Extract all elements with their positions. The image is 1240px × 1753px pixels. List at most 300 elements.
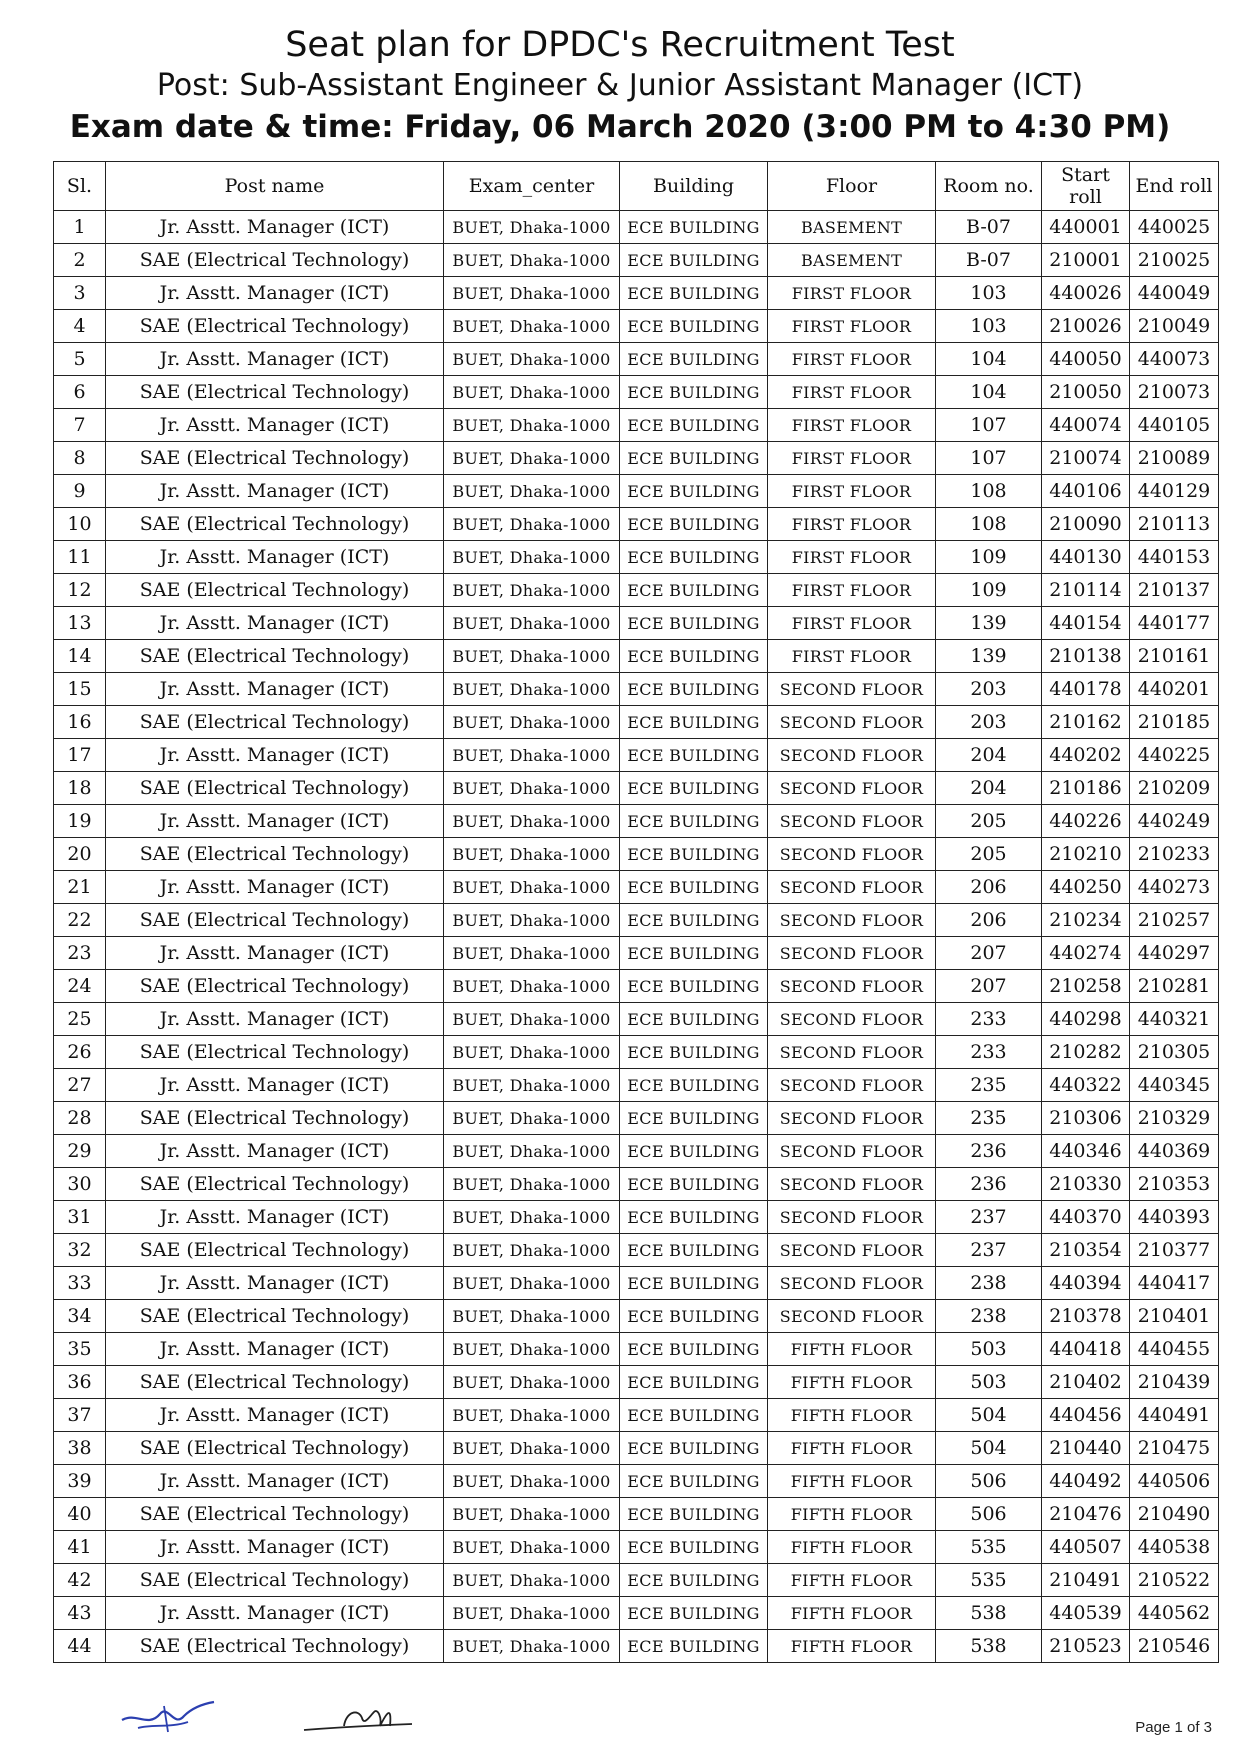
- room-no-cell: 103: [936, 310, 1042, 343]
- building-cell: ECE BUILDING: [620, 475, 768, 508]
- table-row: [54, 937, 1219, 970]
- room-no-cell: 109: [936, 574, 1042, 607]
- exam-center-cell: BUET, Dhaka-1000: [444, 739, 620, 772]
- room-no-cell: 204: [936, 739, 1042, 772]
- floor-cell: FIFTH FLOOR: [768, 1597, 936, 1630]
- exam-center-cell: BUET, Dhaka-1000: [444, 277, 620, 310]
- post-name-cell: SAE (Electrical Technology): [106, 1300, 444, 1333]
- end-roll-cell: 210049: [1130, 310, 1219, 343]
- floor-cell: FIFTH FLOOR: [768, 1498, 936, 1531]
- floor-cell: SECOND FLOOR: [768, 904, 936, 937]
- exam-center-cell: BUET, Dhaka-1000: [444, 1234, 620, 1267]
- room-no-cell: 205: [936, 805, 1042, 838]
- post-name-cell: SAE (Electrical Technology): [106, 376, 444, 409]
- exam-center-cell: BUET, Dhaka-1000: [444, 343, 620, 376]
- start-roll-cell: 440394: [1042, 1267, 1130, 1300]
- start-roll-cell: 440507: [1042, 1531, 1130, 1564]
- room-no-cell: 235: [936, 1102, 1042, 1135]
- floor-cell: FIRST FLOOR: [768, 640, 936, 673]
- table-row: [54, 1333, 1219, 1366]
- end-roll-cell: 210073: [1130, 376, 1219, 409]
- end-roll-cell: 440369: [1130, 1135, 1219, 1168]
- building-cell: ECE BUILDING: [620, 838, 768, 871]
- end-roll-cell: 440249: [1130, 805, 1219, 838]
- end-roll-cell: 440417: [1130, 1267, 1219, 1300]
- post-name-cell: SAE (Electrical Technology): [106, 1432, 444, 1465]
- post-name-cell: SAE (Electrical Technology): [106, 1168, 444, 1201]
- exam-center-cell: BUET, Dhaka-1000: [444, 1201, 620, 1234]
- room-no-cell: 103: [936, 277, 1042, 310]
- table-row: [54, 310, 1219, 343]
- building-cell: ECE BUILDING: [620, 1531, 768, 1564]
- header-end-roll: End roll: [1130, 162, 1219, 211]
- end-roll-cell: 440455: [1130, 1333, 1219, 1366]
- end-roll-cell: 210185: [1130, 706, 1219, 739]
- sl-cell: 11: [54, 541, 106, 574]
- floor-cell: FIRST FLOOR: [768, 541, 936, 574]
- floor-cell: SECOND FLOOR: [768, 706, 936, 739]
- room-no-cell: 203: [936, 706, 1042, 739]
- exam-center-cell: BUET, Dhaka-1000: [444, 1102, 620, 1135]
- building-cell: ECE BUILDING: [620, 244, 768, 277]
- building-cell: ECE BUILDING: [620, 1168, 768, 1201]
- exam-center-cell: BUET, Dhaka-1000: [444, 211, 620, 244]
- start-roll-cell: 440026: [1042, 277, 1130, 310]
- sl-cell: 38: [54, 1432, 106, 1465]
- start-roll-cell: 210186: [1042, 772, 1130, 805]
- sl-cell: 6: [54, 376, 106, 409]
- post-name-cell: Jr. Asstt. Manager (ICT): [106, 1333, 444, 1366]
- header-start-roll: Start roll: [1042, 162, 1130, 211]
- header-post-name: Post name: [106, 162, 444, 211]
- floor-cell: SECOND FLOOR: [768, 1069, 936, 1102]
- room-no-cell: 538: [936, 1630, 1042, 1663]
- table-row: [54, 772, 1219, 805]
- exam-center-cell: BUET, Dhaka-1000: [444, 937, 620, 970]
- floor-cell: SECOND FLOOR: [768, 1300, 936, 1333]
- room-no-cell: 233: [936, 1003, 1042, 1036]
- table-row: [54, 442, 1219, 475]
- exam-center-cell: BUET, Dhaka-1000: [444, 1597, 620, 1630]
- start-roll-cell: 440202: [1042, 739, 1130, 772]
- post-name-cell: SAE (Electrical Technology): [106, 706, 444, 739]
- floor-cell: SECOND FLOOR: [768, 970, 936, 1003]
- table-row: [54, 1630, 1219, 1663]
- room-no-cell: 104: [936, 376, 1042, 409]
- end-roll-cell: 440538: [1130, 1531, 1219, 1564]
- building-cell: ECE BUILDING: [620, 1201, 768, 1234]
- sl-cell: 14: [54, 640, 106, 673]
- table-row: [54, 904, 1219, 937]
- start-roll-cell: 210050: [1042, 376, 1130, 409]
- start-roll-cell: 440226: [1042, 805, 1130, 838]
- table-row: [54, 376, 1219, 409]
- table-row: [54, 1531, 1219, 1564]
- sl-cell: 16: [54, 706, 106, 739]
- post-name-cell: SAE (Electrical Technology): [106, 442, 444, 475]
- floor-cell: FIFTH FLOOR: [768, 1630, 936, 1663]
- room-no-cell: 236: [936, 1168, 1042, 1201]
- building-cell: ECE BUILDING: [620, 1300, 768, 1333]
- sl-cell: 41: [54, 1531, 106, 1564]
- start-roll-cell: 440370: [1042, 1201, 1130, 1234]
- sl-cell: 19: [54, 805, 106, 838]
- exam-center-cell: BUET, Dhaka-1000: [444, 706, 620, 739]
- floor-cell: FIRST FLOOR: [768, 376, 936, 409]
- sl-cell: 10: [54, 508, 106, 541]
- table-body: [54, 211, 1219, 1663]
- table-row: [54, 607, 1219, 640]
- room-no-cell: 504: [936, 1432, 1042, 1465]
- floor-cell: FIRST FLOOR: [768, 343, 936, 376]
- end-roll-cell: 440506: [1130, 1465, 1219, 1498]
- end-roll-cell: 440201: [1130, 673, 1219, 706]
- end-roll-cell: 440129: [1130, 475, 1219, 508]
- table-row: [54, 211, 1219, 244]
- exam-center-cell: BUET, Dhaka-1000: [444, 508, 620, 541]
- header-building: Building: [620, 162, 768, 211]
- room-no-cell: 107: [936, 442, 1042, 475]
- exam-center-cell: BUET, Dhaka-1000: [444, 409, 620, 442]
- post-name-cell: Jr. Asstt. Manager (ICT): [106, 1069, 444, 1102]
- table-row: [54, 1564, 1219, 1597]
- post-name-cell: Jr. Asstt. Manager (ICT): [106, 937, 444, 970]
- building-cell: ECE BUILDING: [620, 1498, 768, 1531]
- room-no-cell: 503: [936, 1333, 1042, 1366]
- post-name-cell: SAE (Electrical Technology): [106, 1102, 444, 1135]
- building-cell: ECE BUILDING: [620, 1234, 768, 1267]
- table-row: [54, 1498, 1219, 1531]
- exam-center-cell: BUET, Dhaka-1000: [444, 904, 620, 937]
- floor-cell: SECOND FLOOR: [768, 871, 936, 904]
- end-roll-cell: 210353: [1130, 1168, 1219, 1201]
- end-roll-cell: 210161: [1130, 640, 1219, 673]
- sl-cell: 3: [54, 277, 106, 310]
- room-no-cell: 203: [936, 673, 1042, 706]
- room-no-cell: 237: [936, 1201, 1042, 1234]
- sl-cell: 25: [54, 1003, 106, 1036]
- building-cell: ECE BUILDING: [620, 904, 768, 937]
- room-no-cell: B-07: [936, 211, 1042, 244]
- exam-center-cell: BUET, Dhaka-1000: [444, 541, 620, 574]
- room-no-cell: 207: [936, 970, 1042, 1003]
- sl-cell: 22: [54, 904, 106, 937]
- building-cell: ECE BUILDING: [620, 805, 768, 838]
- floor-cell: FIRST FLOOR: [768, 607, 936, 640]
- sl-cell: 30: [54, 1168, 106, 1201]
- start-roll-cell: 210402: [1042, 1366, 1130, 1399]
- floor-cell: FIRST FLOOR: [768, 442, 936, 475]
- exam-center-cell: BUET, Dhaka-1000: [444, 442, 620, 475]
- sl-cell: 36: [54, 1366, 106, 1399]
- end-roll-cell: 210490: [1130, 1498, 1219, 1531]
- post-name-cell: SAE (Electrical Technology): [106, 772, 444, 805]
- table-row: [54, 244, 1219, 277]
- start-roll-cell: 440154: [1042, 607, 1130, 640]
- start-roll-cell: 210354: [1042, 1234, 1130, 1267]
- exam-center-cell: BUET, Dhaka-1000: [444, 1300, 620, 1333]
- exam-center-cell: BUET, Dhaka-1000: [444, 1333, 620, 1366]
- end-roll-cell: 210401: [1130, 1300, 1219, 1333]
- table-row: [54, 805, 1219, 838]
- building-cell: ECE BUILDING: [620, 277, 768, 310]
- end-roll-cell: 440393: [1130, 1201, 1219, 1234]
- start-roll-cell: 440346: [1042, 1135, 1130, 1168]
- end-roll-cell: 440025: [1130, 211, 1219, 244]
- post-name-cell: SAE (Electrical Technology): [106, 1630, 444, 1663]
- post-name-cell: SAE (Electrical Technology): [106, 640, 444, 673]
- start-roll-cell: 440274: [1042, 937, 1130, 970]
- sl-cell: 31: [54, 1201, 106, 1234]
- sl-cell: 1: [54, 211, 106, 244]
- room-no-cell: 538: [936, 1597, 1042, 1630]
- start-roll-cell: 210090: [1042, 508, 1130, 541]
- start-roll-cell: 440250: [1042, 871, 1130, 904]
- table-row: [54, 277, 1219, 310]
- sl-cell: 42: [54, 1564, 106, 1597]
- building-cell: ECE BUILDING: [620, 1036, 768, 1069]
- building-cell: ECE BUILDING: [620, 1630, 768, 1663]
- sl-cell: 26: [54, 1036, 106, 1069]
- exam-center-cell: BUET, Dhaka-1000: [444, 772, 620, 805]
- table-row: [54, 1069, 1219, 1102]
- building-cell: ECE BUILDING: [620, 211, 768, 244]
- room-no-cell: 108: [936, 475, 1042, 508]
- table-row: [54, 838, 1219, 871]
- building-cell: ECE BUILDING: [620, 343, 768, 376]
- table-row: [54, 1168, 1219, 1201]
- post-line: Post: Sub-Assistant Engineer & Junior Assistant Manager (ICT): [156, 68, 1084, 103]
- end-roll-cell: 210546: [1130, 1630, 1219, 1663]
- sl-cell: 43: [54, 1597, 106, 1630]
- start-roll-cell: 210114: [1042, 574, 1130, 607]
- post-name-cell: SAE (Electrical Technology): [106, 1498, 444, 1531]
- floor-cell: FIRST FLOOR: [768, 310, 936, 343]
- post-name-cell: SAE (Electrical Technology): [106, 244, 444, 277]
- room-no-cell: B-07: [936, 244, 1042, 277]
- start-roll-cell: 440001: [1042, 211, 1130, 244]
- start-roll-cell: 440456: [1042, 1399, 1130, 1432]
- end-roll-cell: 210377: [1130, 1234, 1219, 1267]
- start-roll-cell: 210210: [1042, 838, 1130, 871]
- room-no-cell: 506: [936, 1498, 1042, 1531]
- sl-cell: 37: [54, 1399, 106, 1432]
- sl-cell: 35: [54, 1333, 106, 1366]
- table-row: [54, 574, 1219, 607]
- room-no-cell: 237: [936, 1234, 1042, 1267]
- building-cell: ECE BUILDING: [620, 1267, 768, 1300]
- room-no-cell: 108: [936, 508, 1042, 541]
- sl-cell: 21: [54, 871, 106, 904]
- end-roll-cell: 440153: [1130, 541, 1219, 574]
- exam-center-cell: BUET, Dhaka-1000: [444, 1366, 620, 1399]
- post-name-cell: Jr. Asstt. Manager (ICT): [106, 343, 444, 376]
- floor-cell: SECOND FLOOR: [768, 1234, 936, 1267]
- end-roll-cell: 210209: [1130, 772, 1219, 805]
- floor-cell: BASEMENT: [768, 244, 936, 277]
- start-roll-cell: 210026: [1042, 310, 1130, 343]
- start-roll-cell: 210258: [1042, 970, 1130, 1003]
- exam-center-cell: BUET, Dhaka-1000: [444, 1003, 620, 1036]
- floor-cell: SECOND FLOOR: [768, 1102, 936, 1135]
- post-name-cell: SAE (Electrical Technology): [106, 1234, 444, 1267]
- floor-cell: SECOND FLOOR: [768, 1036, 936, 1069]
- room-no-cell: 139: [936, 607, 1042, 640]
- header-exam-center: Exam_center: [444, 162, 620, 211]
- start-roll-cell: 210523: [1042, 1630, 1130, 1663]
- building-cell: ECE BUILDING: [620, 640, 768, 673]
- table-row: [54, 739, 1219, 772]
- exam-center-cell: BUET, Dhaka-1000: [444, 1465, 620, 1498]
- exam-center-cell: BUET, Dhaka-1000: [444, 607, 620, 640]
- room-no-cell: 235: [936, 1069, 1042, 1102]
- start-roll-cell: 440130: [1042, 541, 1130, 574]
- sl-cell: 17: [54, 739, 106, 772]
- floor-cell: FIFTH FLOOR: [768, 1531, 936, 1564]
- floor-cell: SECOND FLOOR: [768, 838, 936, 871]
- sl-cell: 4: [54, 310, 106, 343]
- exam-center-cell: BUET, Dhaka-1000: [444, 475, 620, 508]
- floor-cell: FIFTH FLOOR: [768, 1465, 936, 1498]
- start-roll-cell: 210234: [1042, 904, 1130, 937]
- sl-cell: 33: [54, 1267, 106, 1300]
- post-name-cell: Jr. Asstt. Manager (ICT): [106, 1267, 444, 1300]
- post-name-cell: SAE (Electrical Technology): [106, 970, 444, 1003]
- table-row: [54, 706, 1219, 739]
- end-roll-cell: 440321: [1130, 1003, 1219, 1036]
- table-row: [54, 1399, 1219, 1432]
- sl-cell: 39: [54, 1465, 106, 1498]
- header-sl: Sl.: [54, 162, 106, 211]
- floor-cell: FIFTH FLOOR: [768, 1399, 936, 1432]
- room-no-cell: 104: [936, 343, 1042, 376]
- table-row: [54, 1432, 1219, 1465]
- building-cell: ECE BUILDING: [620, 739, 768, 772]
- table-row: [54, 1135, 1219, 1168]
- room-no-cell: 535: [936, 1564, 1042, 1597]
- post-name-cell: SAE (Electrical Technology): [106, 1036, 444, 1069]
- sl-cell: 15: [54, 673, 106, 706]
- building-cell: ECE BUILDING: [620, 673, 768, 706]
- post-name-cell: Jr. Asstt. Manager (ICT): [106, 409, 444, 442]
- sl-cell: 23: [54, 937, 106, 970]
- building-cell: ECE BUILDING: [620, 574, 768, 607]
- post-name-cell: Jr. Asstt. Manager (ICT): [106, 1465, 444, 1498]
- room-no-cell: 506: [936, 1465, 1042, 1498]
- building-cell: ECE BUILDING: [620, 1003, 768, 1036]
- table-row: [54, 640, 1219, 673]
- room-no-cell: 236: [936, 1135, 1042, 1168]
- exam-center-cell: BUET, Dhaka-1000: [444, 1069, 620, 1102]
- start-roll-cell: 210491: [1042, 1564, 1130, 1597]
- building-cell: ECE BUILDING: [620, 706, 768, 739]
- floor-cell: SECOND FLOOR: [768, 937, 936, 970]
- building-cell: ECE BUILDING: [620, 970, 768, 1003]
- end-roll-cell: 440273: [1130, 871, 1219, 904]
- building-cell: ECE BUILDING: [620, 508, 768, 541]
- end-roll-cell: 210025: [1130, 244, 1219, 277]
- building-cell: ECE BUILDING: [620, 541, 768, 574]
- table-row: [54, 1366, 1219, 1399]
- end-roll-cell: 210137: [1130, 574, 1219, 607]
- building-cell: ECE BUILDING: [620, 772, 768, 805]
- page-number: Page 1 of 3: [1135, 1719, 1212, 1736]
- table-row: [54, 409, 1219, 442]
- floor-cell: SECOND FLOOR: [768, 772, 936, 805]
- table-row: [54, 343, 1219, 376]
- sl-cell: 28: [54, 1102, 106, 1135]
- end-roll-cell: 440491: [1130, 1399, 1219, 1432]
- sl-cell: 32: [54, 1234, 106, 1267]
- end-roll-cell: 210257: [1130, 904, 1219, 937]
- exam-center-cell: BUET, Dhaka-1000: [444, 1564, 620, 1597]
- start-roll-cell: 210440: [1042, 1432, 1130, 1465]
- exam-center-cell: BUET, Dhaka-1000: [444, 1630, 620, 1663]
- exam-center-cell: BUET, Dhaka-1000: [444, 1399, 620, 1432]
- post-name-cell: Jr. Asstt. Manager (ICT): [106, 1399, 444, 1432]
- post-name-cell: Jr. Asstt. Manager (ICT): [106, 1003, 444, 1036]
- post-name-cell: Jr. Asstt. Manager (ICT): [106, 277, 444, 310]
- table-row: [54, 1597, 1219, 1630]
- start-roll-cell: 210476: [1042, 1498, 1130, 1531]
- post-name-cell: Jr. Asstt. Manager (ICT): [106, 541, 444, 574]
- floor-cell: SECOND FLOOR: [768, 805, 936, 838]
- room-no-cell: 206: [936, 904, 1042, 937]
- start-roll-cell: 210306: [1042, 1102, 1130, 1135]
- exam-center-cell: BUET, Dhaka-1000: [444, 1036, 620, 1069]
- sl-cell: 2: [54, 244, 106, 277]
- post-name-cell: Jr. Asstt. Manager (ICT): [106, 673, 444, 706]
- header-floor: Floor: [768, 162, 936, 211]
- sl-cell: 13: [54, 607, 106, 640]
- post-name-cell: SAE (Electrical Technology): [106, 1366, 444, 1399]
- start-roll-cell: 440418: [1042, 1333, 1130, 1366]
- floor-cell: FIRST FLOOR: [768, 574, 936, 607]
- exam-center-cell: BUET, Dhaka-1000: [444, 376, 620, 409]
- building-cell: ECE BUILDING: [620, 442, 768, 475]
- start-roll-cell: 210162: [1042, 706, 1130, 739]
- start-roll-cell: 440298: [1042, 1003, 1130, 1036]
- post-name-cell: Jr. Asstt. Manager (ICT): [106, 1597, 444, 1630]
- sl-cell: 7: [54, 409, 106, 442]
- exam-center-cell: BUET, Dhaka-1000: [444, 244, 620, 277]
- floor-cell: FIFTH FLOOR: [768, 1333, 936, 1366]
- end-roll-cell: 210439: [1130, 1366, 1219, 1399]
- start-roll-cell: 440178: [1042, 673, 1130, 706]
- floor-cell: SECOND FLOOR: [768, 739, 936, 772]
- post-name-cell: Jr. Asstt. Manager (ICT): [106, 607, 444, 640]
- end-roll-cell: 440105: [1130, 409, 1219, 442]
- table-row: [54, 508, 1219, 541]
- table-row: [54, 871, 1219, 904]
- floor-cell: SECOND FLOOR: [768, 1003, 936, 1036]
- start-roll-cell: 440074: [1042, 409, 1130, 442]
- table-row: [54, 1300, 1219, 1333]
- start-roll-cell: 210378: [1042, 1300, 1130, 1333]
- floor-cell: FIRST FLOOR: [768, 508, 936, 541]
- exam-center-cell: BUET, Dhaka-1000: [444, 871, 620, 904]
- table-row: [54, 1201, 1219, 1234]
- building-cell: ECE BUILDING: [620, 376, 768, 409]
- room-no-cell: 204: [936, 772, 1042, 805]
- table-row: [54, 1234, 1219, 1267]
- table-row: [54, 970, 1219, 1003]
- start-roll-cell: 210282: [1042, 1036, 1130, 1069]
- end-roll-cell: 440297: [1130, 937, 1219, 970]
- signature-2: [300, 1696, 420, 1740]
- building-cell: ECE BUILDING: [620, 1102, 768, 1135]
- end-roll-cell: 440177: [1130, 607, 1219, 640]
